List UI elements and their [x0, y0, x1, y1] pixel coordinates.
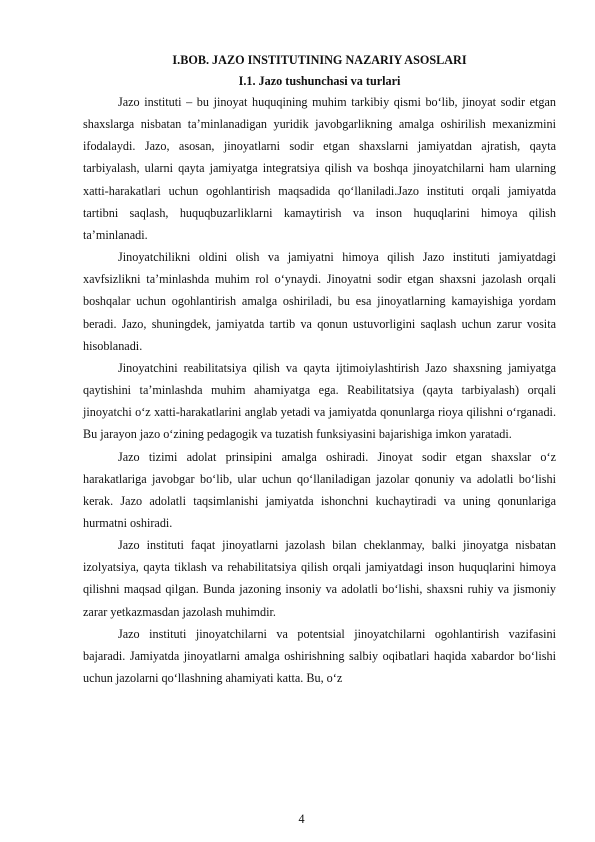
section-title: I.1. Jazo tushunchasi va turlari	[238, 74, 401, 88]
paragraph-1: Jazo instituti – bu jinoyat huquqining muhim tarkibiy qismi bo‘lib, jinoyat sodir etgan shaxslarga nisbatan ta’minlanadigan yuridik javobgarlikning amalga oshirilish mexanizmini ifodalaydi. Jazo, asosan, jinoyatlarni sodir etgan shaxslarni jamiyatdan ajratish, qayta tarbiyalash, ularni qayta jamiyatga integratsiya qilish va boshqa jinoyatchilarni ham ularning xatti-harakatlari uchun ogohlantirish maqsadida qo‘llaniladi.Jazo instituti orqali jamiyatda tartibni saqlash, huquqbuzarliklarni kamaytirish va inson huquqlarini himoya qilish ta’minlanadi.	[83, 95, 556, 242]
page-number: 4	[298, 812, 305, 826]
paragraph-6: Jazo instituti jinoyatchilarni va potentsial jinoyatchilarni ogohlantirish vazifasini bajaradi. Jamiyatda jinoyatlarni amalga oshirishning salbiy oqibatlari haqida xabardor bo‘lishi uchun jazolarni qo‘llashning ahamiyati katta. Bu, o‘z	[83, 626, 556, 686]
paragraph-4: Jazo tizimi adolat prinsipini amalga oshiradi. Jinoyat sodir etgan shaxslar o‘z harakatlariga javobgar bo‘lib, ular uchun qo‘llaniladigan jazolar qonuniy va adolatli bo‘lishi kerak. Jazo adolatli taqsimlanishi jamiyatda ishonchni kuchaytiradi va uning qonunlariga hurmatni oshiradi.	[83, 449, 556, 530]
paragraph-2: Jinoyatchilikni oldini olish va jamiyatni himoya qilish Jazo instituti jamiyatdagi xavfsizlikni ta’minlashda muhim rol o‘ynaydi. Jinoyatni sodir etgan shaxsni jazolash orqali boshqalar uchun ogohlantirish amalga oshiriladi, bu esa jinoyatlarning kamayishiga yordam beradi. Jazo, shuningdek, jamiyatda tartib va qonun ustuvorligini saqlash uchun zarur vosita hisoblanadi.	[83, 250, 556, 353]
paragraph-3: Jinoyatchini reabilitatsiya qilish va qayta ijtimoiylashtirish Jazo shaxsning jamiyatga qaytishini ta’minlashda muhim ahamiyatga ega. Reabilitatsiya (qayta tarbiyalash) orqali jinoyatchi o‘z xatti-harakatlarini anglab yetadi va jamiyatda qonunlarga rioya qilishni o‘rganadi. Bu jarayon jazo o‘zining pedagogik va tuzatish funksiyasini bajarishiga imkon yaratadi.	[83, 360, 556, 442]
chapter-title: I.BOB. JAZO INSTITUTINING NAZARIY ASOSLARI	[172, 53, 467, 67]
paragraph-5: Jazo instituti faqat jinoyatlarni jazolash bilan cheklanmay, balki jinoyatga nisbatan izolyatsiya, qayta tiklash va rehabilitatsiya qilish orqali jamiyatdagi inson huquqlarini himoya qilishni maqsad qilgan. Bunda jazoning insoniy va adolatli bo‘lishi, shaxsni ruhiy va jismoniy zarar yetkazmasdan jazolash muhimdir.	[83, 538, 556, 619]
document-page	[83, 50, 556, 689]
